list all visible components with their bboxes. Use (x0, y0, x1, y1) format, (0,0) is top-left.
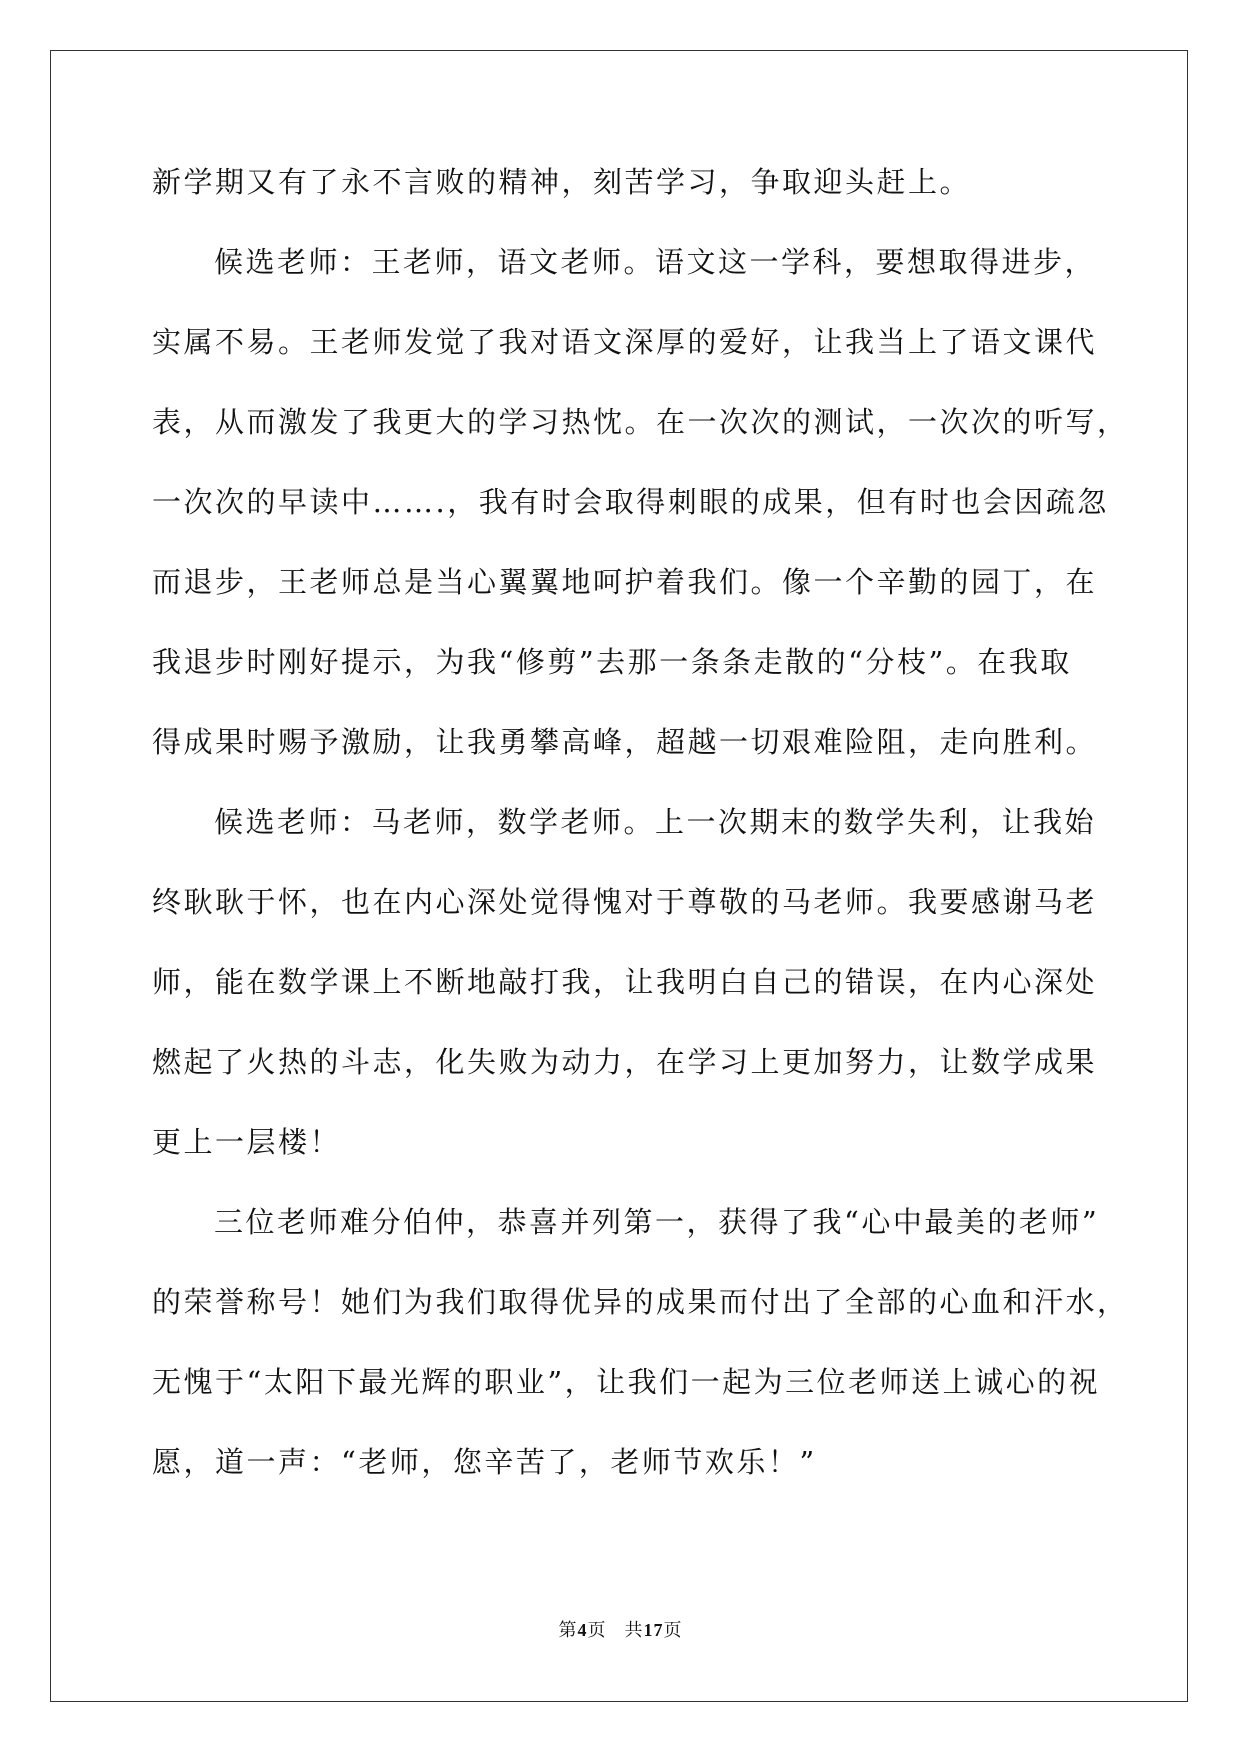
text-line: 而退步，王老师总是当心翼翼地呵护着我们。像一个辛勤的园丁，在 (152, 565, 1098, 599)
page-prefix: 第 (558, 1620, 578, 1641)
text-line: 候选老师：马老师，数学老师。上一次期末的数学失利，让我始 (214, 805, 1097, 839)
text-line: 候选老师：王老师，语文老师。语文这一学科，要想取得进步， (214, 245, 1097, 279)
page-suffix: 页 (587, 1620, 607, 1641)
text-line: 三位老师难分伯仲，恭喜并列第一，获得了我“心中最美的老师” (214, 1205, 1100, 1239)
total-prefix: 共 (624, 1620, 644, 1641)
text-line: 无愧于“太阳下最光辉的职业”，让我们一起为三位老师送上诚心的祝 (152, 1365, 1101, 1399)
text-line: 更上一层楼！ (152, 1125, 342, 1159)
page-number: 4 (577, 1620, 588, 1640)
text-line: 我退步时刚好提示，为我“修剪”去那一条条走散的“分枝”。在我取 (152, 645, 1072, 679)
text-line: 得成果时赐予激励，让我勇攀高峰，超越一切艰难险阻，走向胜利。 (152, 725, 1098, 759)
text-line: 新学期又有了永不言败的精神，刻苦学习，争取迎头赶上。 (152, 165, 972, 199)
text-line: 的荣誉称号！她们为我们取得优异的成果而付出了全部的心血和汗水， (152, 1285, 1129, 1319)
page-footer (0, 1618, 1241, 1643)
text-line: 终耿耿于怀，也在内心深处觉得愧对于尊敬的马老师。我要感谢马老 (152, 885, 1098, 919)
text-line: 表，从而激发了我更大的学习热忱。在一次次的测试，一次次的听写， (152, 405, 1129, 439)
document-body (152, 160, 1129, 1520)
text-line: 燃起了火热的斗志，化失败为动力，在学习上更加努力，让数学成果 (152, 1045, 1098, 1079)
text-line: 实属不易。王老师发觉了我对语文深厚的爱好，让我当上了语文课代 (152, 325, 1098, 359)
total-pages: 17 (643, 1620, 664, 1640)
text-line: 师，能在数学课上不断地敲打我，让我明白自己的错误，在内心深处 (152, 965, 1098, 999)
text-line: 愿，道一声：“老师，您辛苦了，老师节欢乐！” (152, 1445, 817, 1479)
total-suffix: 页 (663, 1620, 683, 1641)
text-line: 一次次的早读中…….，我有时会取得刺眼的成果，但有时也会因疏忽 (152, 485, 1109, 519)
